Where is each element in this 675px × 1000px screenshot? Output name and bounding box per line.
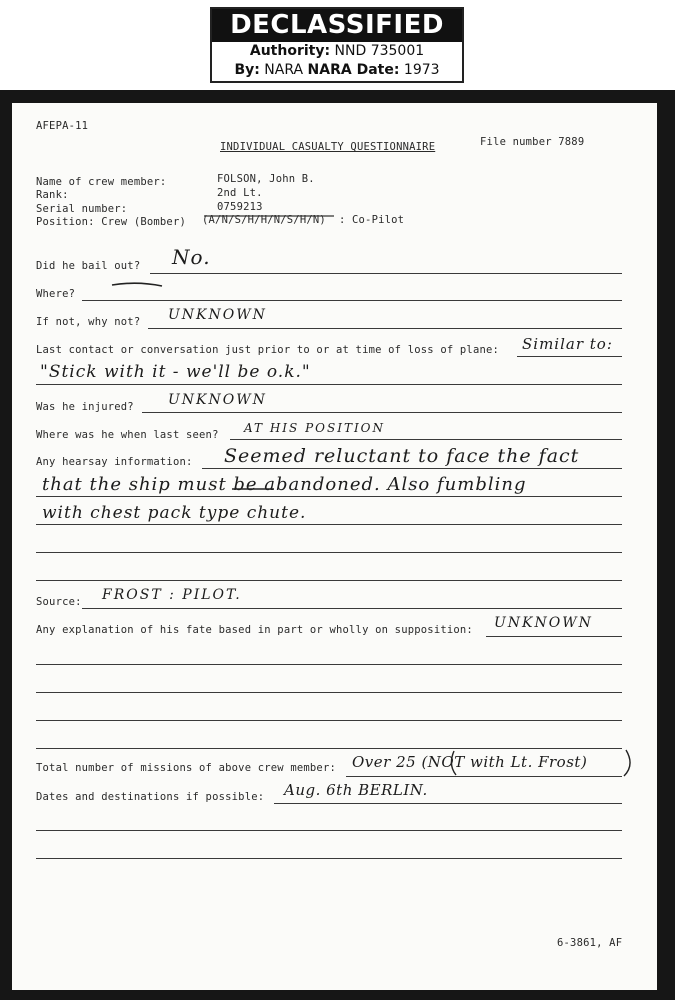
lastseen-label: Where was he when last seen?: [36, 429, 219, 441]
hearsay-answer-3: with chest pack type chute.: [42, 503, 307, 523]
missions-open-paren: [451, 751, 456, 775]
position-colon: :: [339, 214, 346, 226]
stamp-authority-label: Authority:: [249, 43, 331, 59]
source-answer: FROST : PILOT.: [102, 587, 242, 603]
rank-value: 2nd Lt.: [217, 187, 263, 199]
name-label: Name of crew member:: [36, 176, 167, 188]
explanation-answer: UNKNOWN: [494, 615, 593, 631]
serial-value: 0759213: [217, 201, 263, 213]
where-label: Where?: [36, 288, 76, 300]
stamp-by-label: By:: [234, 62, 260, 78]
position-value: Co-Pilot: [352, 214, 405, 226]
serial-label: Serial number:: [36, 203, 128, 215]
pen-marks: [12, 103, 657, 990]
lastcontact-answer-1: Similar to:: [522, 335, 613, 353]
lastcontact-answer-2: "Stick with it - we'll be o.k.": [40, 362, 311, 382]
where-scribble: [112, 283, 162, 286]
ifnot-label: If not, why not?: [36, 316, 141, 328]
missions-answer: Over 25 (NOT with Lt. Frost): [352, 753, 588, 771]
ifnot-answer: UNKNOWN: [168, 307, 267, 323]
dates-label: Dates and destinations if possible:: [36, 791, 265, 803]
hearsay-answer-2: that the ship must be abandoned. Also fumbling: [42, 474, 527, 495]
stamp-authority: [212, 42, 462, 61]
missions-close-paren: [624, 750, 630, 776]
source-label: Source:: [36, 596, 82, 608]
stamp-date-value: 1973: [403, 62, 440, 78]
lastseen-answer: AT HIS POSITION: [244, 421, 386, 435]
position-struck-text: (A/N/S/H/H/N/S/H/N): [202, 214, 326, 226]
lastcontact-label: Last contact or conversation just prior to or at time of loss of plane:: [36, 344, 500, 356]
missions-label: Total number of missions of above crew member:: [36, 762, 336, 774]
explanation-label: Any explanation of his fate based in part or wholly on supposition:: [36, 624, 473, 636]
dates-answer: Aug. 6th BERLIN.: [284, 781, 428, 799]
stamp-by-date: [212, 61, 462, 80]
rank-label: Rank:: [36, 189, 69, 201]
stamp-title: DECLASSIFIED: [212, 9, 462, 42]
name-value: FOLSON, John B.: [217, 173, 315, 185]
page-title: INDIVIDUAL CASUALTY QUESTIONNAIRE: [220, 141, 436, 153]
stamp-authority-value: NND 735001: [334, 43, 425, 59]
footer-code: 6-3861, AF: [557, 937, 623, 949]
injured-label: Was he injured?: [36, 401, 134, 413]
form-id: AFEPA-11: [36, 120, 89, 132]
bail-answer: No.: [172, 245, 211, 269]
bail-label: Did he bail out?: [36, 260, 141, 272]
position-label: Position: Crew (Bomber): [36, 216, 186, 228]
questionnaire-page: [12, 103, 657, 990]
hearsay-label: Any hearsay information:: [36, 456, 193, 468]
hearsay-answer-1: Seemed reluctant to face the fact: [224, 445, 580, 467]
stamp-by-value: NARA: [264, 62, 304, 78]
stamp-date-label: NARA Date:: [307, 62, 400, 78]
injured-answer: UNKNOWN: [168, 392, 267, 408]
declassified-stamp: [210, 7, 464, 83]
file-number: File number 7889: [480, 136, 585, 148]
